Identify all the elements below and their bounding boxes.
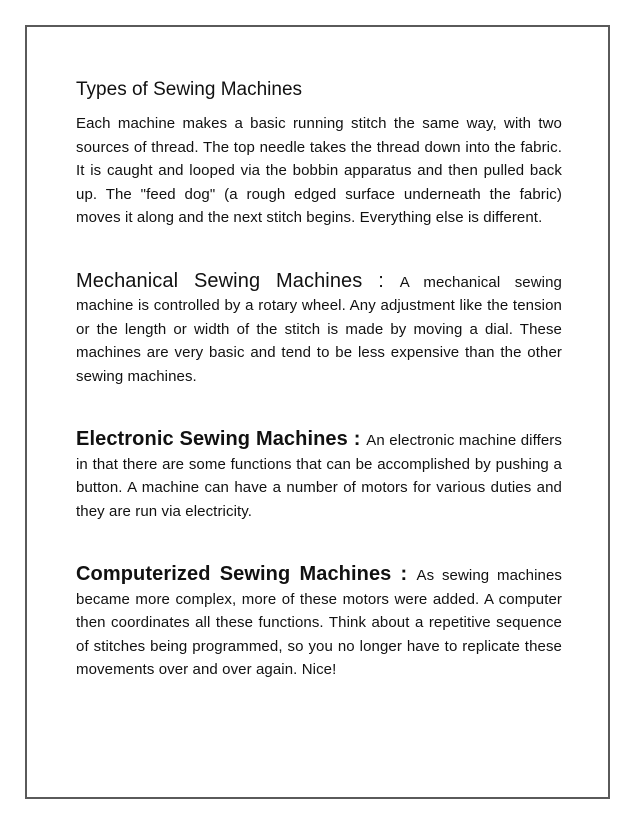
section-computerized — [76, 563, 562, 682]
section-computerized-body: As sewing machines became more complex, more of these motors were added. A computer then coordinates all these functions. Think about a repetitive sequence of stitches being programmed, so you no longer have to replicate these movements over and over again. Nice! — [76, 567, 563, 678]
section-mechanical-paragraph — [76, 270, 562, 389]
section-computerized-separator: : — [391, 563, 417, 585]
section-computerized-heading: Computerized Sewing Machines — [76, 563, 392, 585]
section-mechanical — [76, 270, 562, 389]
section-mechanical-body: A mechanical sewing machine is controlled by a rotary wheel. Any adjustment like the tension or the length or width of the stitch is made by moving a dial. These machines are very basic and tend to be less expensive than the other sewing machines. — [76, 273, 562, 385]
section-computerized-paragraph — [76, 563, 562, 682]
section-electronic — [76, 428, 562, 523]
section-mechanical-separator: : — [362, 269, 400, 292]
section-electronic-body: An electronic machine differs in that there are some functions that can be accomplished by pushing a button. A machine can have a number of motors for various duties and they are run via electricity. — [76, 432, 562, 520]
document-title: Types of Sewing Machines — [76, 79, 303, 100]
section-electronic-heading: Electronic Sewing Machines — [76, 428, 348, 450]
section-mechanical-heading: Mechanical Sewing Machines — [76, 269, 363, 292]
document-content — [76, 78, 562, 682]
intro-paragraph: Each machine makes a basic running stitch the same way, with two sources of thread. The top needle takes the thread down into the fabric. It is caught and looped via the bobbin apparatus and then pulled back up. The "feed dog" (a rough edged surface underneath the fabric) moves it along and the next stitch begins. Everything else is different. — [76, 115, 562, 226]
section-electronic-separator: : — [347, 428, 367, 450]
section-electronic-paragraph — [76, 428, 562, 523]
